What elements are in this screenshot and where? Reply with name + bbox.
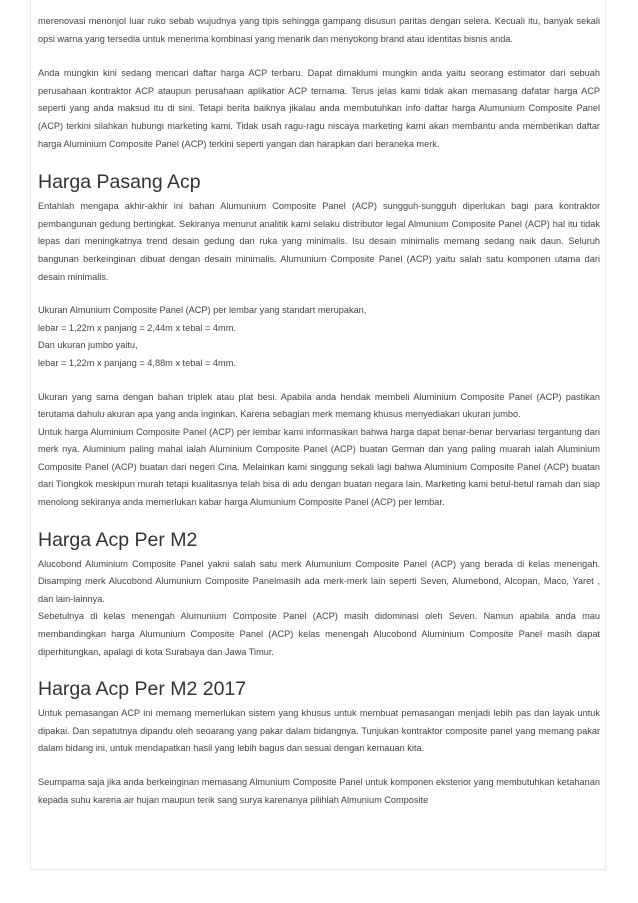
- paragraph-ukuran: [38, 302, 600, 372]
- size-line: lebar = 1,22m x panjang = 2,44m x tebal = 4mm.: [38, 322, 236, 333]
- paragraph-price-list: Anda mungkin kini sedang mencari daftar harga ACP terbaru. Dapat dimaklumi mungkin anda yaitu seorang estimator dari sebuah perusahaan kontraktor ACP ataupun perusahaan aplikatior ACP ternama. Terus jelas kami tidak akan memasang dafatar harga ACP seperti yang anda maksud itu di sini. Tetapi berita baiknya jikalau anda membutuhkan info daftar harga Alumunium Composite Panel (ACP) terkini silahkan hubungi marketing kami. Tidak usah ragu-ragu niscaya marketing kami akan membantu anda memberikan daftar harga Aluminium Composite Panel (ACP) terkini seperti yangan dan harapkan dari beraneka merk.: [38, 68, 600, 149]
- heading-harga-acp-per-m2: Harga Acp Per M2: [38, 528, 198, 551]
- size-line: Dan ukuran jumbo yaitu,: [38, 340, 138, 351]
- paragraph-alucobond: Alucobond Aluminium Composite Panel yakni salah satu merk Alumunium Composite Panel (ACP) yang berada di kelas menengah. Disamping merk Alucobond Alumunium Composite Panelmasih ada merk-merk lain seperti Seven, Alumebond, Alcopan, Maco, Yaret , dan lain-lainnya.: [38, 558, 600, 604]
- heading-harga-pasang-acp: Harga Pasang Acp: [38, 171, 201, 194]
- paragraph-eksterior: Seumpama saja jika anda berkeinginan memasang Almunium Composite Panel untuk komponen eksterior yang membutuhkan ketahanan kepada suhu karena air hujan maupun terik sang surya karenanya pilihlah Almunium Composite: [38, 777, 600, 805]
- paragraph-intro: merenovasi menonjol luar ruko sebab wujudnya yang tipis sehingga gampang disusun paritas dengan selera. Kecuali itu, banyak sekali opsi warna yang tersedia untuk menerima kombinasi yang menarik dan menyokong brand atau identitas bisnis anda.: [38, 16, 600, 44]
- size-line: Ukuran Almunium Composite Panel (ACP) per lembar yang standart merupakan,: [38, 305, 367, 316]
- paragraph-seven: Sebetulnya di kelas menengah Alumunium Composite Panel (ACP) masih didominasi oleh Seven. Namun apabila anda mau membandingkan harga Alumunium Composite Panel (ACP) kelas menengah Alucobond Aluminium Composite Panel masih dapat diperhitungkan, apalagi di kota Surabaya dan Jawa Timur.: [38, 611, 600, 657]
- size-line: lebar = 1,22m x panjang = 4,88m x tebal = 4mm.: [38, 357, 236, 368]
- paragraph-harga-lembar: Untuk harga Aluminium Composite Panel (ACP) per lembar kami informasikan bahwa harga dapat benar-benar bervariasi tergantung dari merk nya. Aluminium paling mahal ialah Aluminium Composite Panel (ACP) buatan German dan yang paling muarah ialah Aluminium Composite Panel (ACP) buatan dari negeri Cina. Melainkan kami singgung sekali lagi bahwa Aluminium Composite Panel (ACP) buatan dari Tiongkok meskipun murah tetapi kualitasnya telah bisa di adu dengan buatan negara lain. Marketing kami betul-betul ramah dan siap menolong sekiranya anda memerlukan kabar harga Alumunium Composite Panel (ACP) per lembar.: [38, 426, 600, 508]
- paragraph-minimalis: Entahlah mengapa akhir-akhir ini bahan Alumunium Composite Panel (ACP) sungguh-sungguh diperlukan bagi para kontraktor pembangunan gedung bertingkat. Sekiranya menurut analitik kami selaku distributor legal Almunium Composite Panel (ACP) hal itu tidak lepas dari meningkatnya trend desain gedung dan ruka yang minimalis. Isu desain minimalis memang sedang naik daun. Seluruh bangunan berkeinginan dibuat dengan desain minimalis. Alumunium Composite Panel (ACP) yaitu salah satu komponen utama dari desain minimalis.: [38, 201, 600, 282]
- paragraph-pemasangan: Untuk pemasangan ACP ini memang memerlukan sistem yang khusus untuk membuat pemasangan menjadi lebih pas dan layak untuk dipakai. Dan sepatutnya dipandu oleh seoarang yang pakar dalam bidangnya. Tunjukan kontraktor composite panel yang memang pakar dalam bidang ini, untuk mendapatkan hasil yang lebih bagus dan sesuai dengan kemauan kita.: [38, 708, 600, 754]
- article-body: [38, 13, 600, 809]
- paragraph-triplek: Ukuran yang sama dengan bahan triplek atau plat besi. Apabila anda hendak membeli Aluminium Composite Panel (ACP) pastikan terutama dahulu akuran apa yang anda inginkan. Karena sebagian merk memang khusus menyediakan ukuran jumbo.: [38, 391, 600, 420]
- heading-harga-acp-per-m2-2017: Harga Acp Per M2 2017: [38, 678, 247, 701]
